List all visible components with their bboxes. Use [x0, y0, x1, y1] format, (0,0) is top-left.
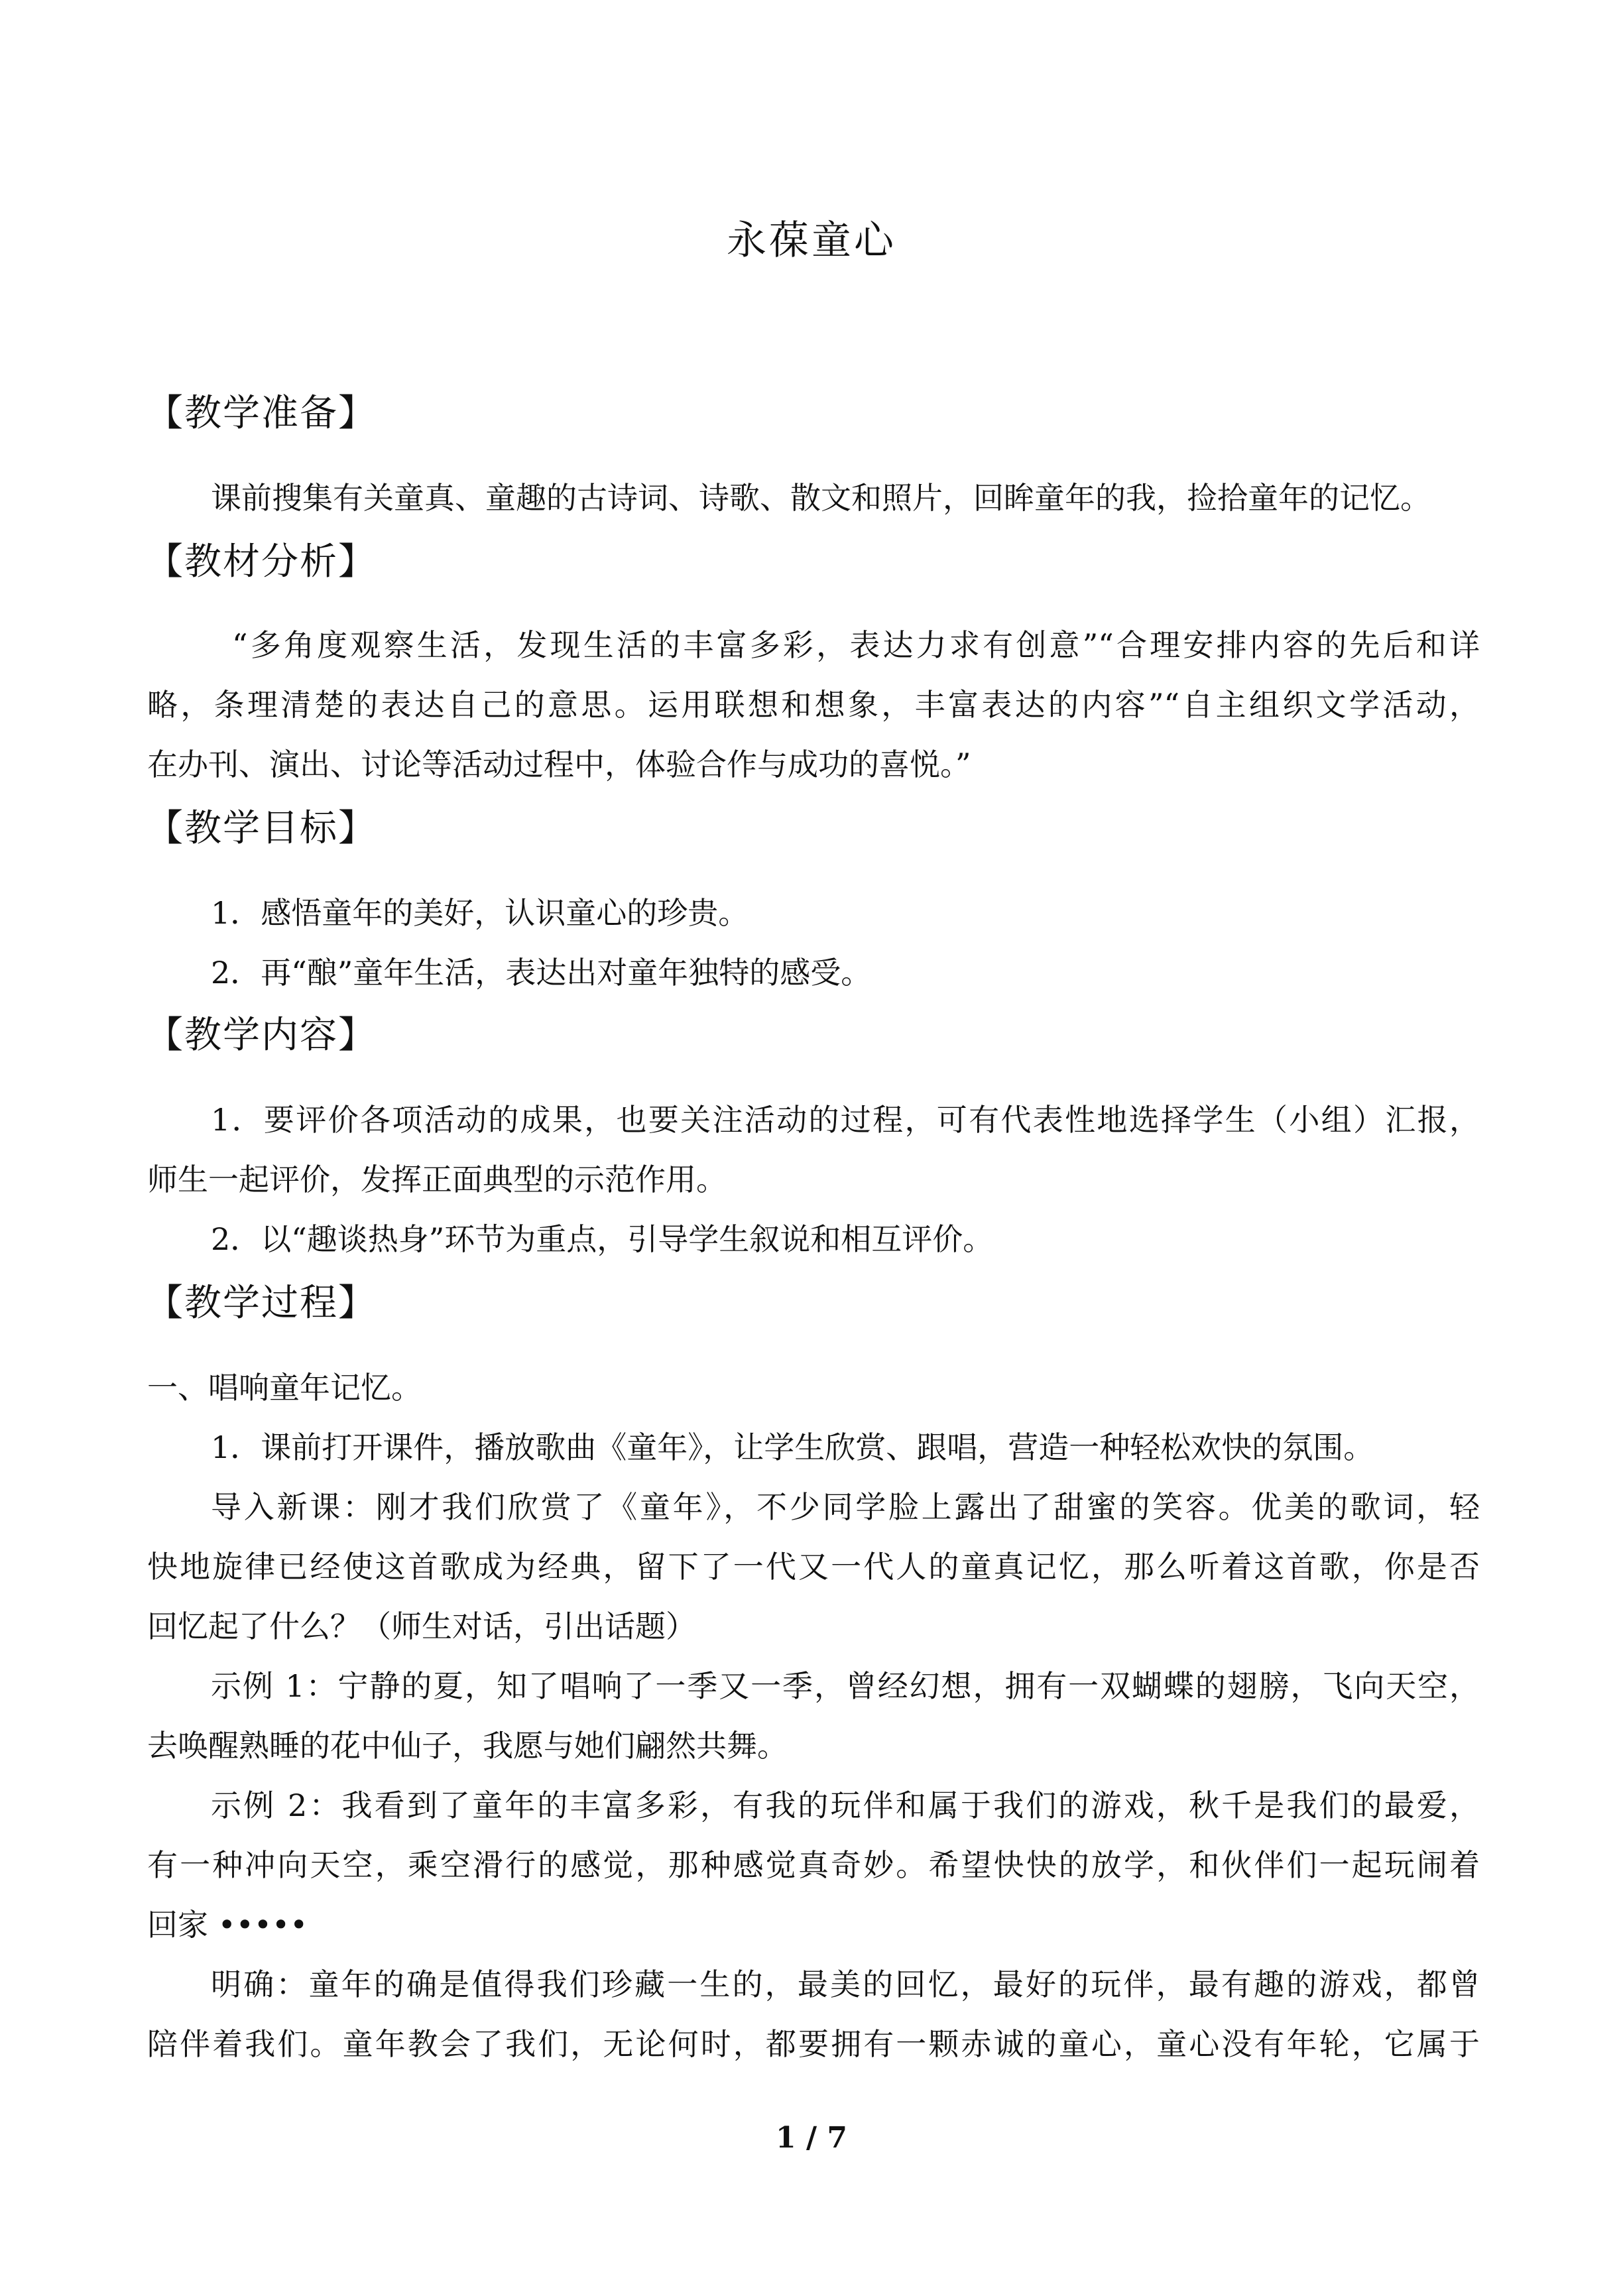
content-line: 师生一起评价，发挥正面典型的示范作用。: [147, 1162, 727, 1197]
clarify-line: 明确：童年的确是值得我们珍藏一生的，最美的回忆，最好的玩伴，最有趣的游戏，都曾: [211, 1966, 1480, 2002]
heading-goals: 【教学目标】: [146, 807, 377, 850]
goal-item: 2．再“酿”童年生活，表达出对童年独特的感受。: [211, 955, 872, 991]
example-line: 示例 2：我看到了童年的丰富多彩，有我的玩伴和属于我们的游戏，秋千是我们的最爱，: [211, 1787, 1480, 1823]
document-title: 永葆童心: [727, 217, 896, 264]
heading-analysis: 【教材分析】: [146, 540, 377, 583]
analysis-line: 略，条理清楚的表达自己的意思。运用联想和想象，丰富表达的内容”“自主组织文学活动，: [147, 687, 1480, 723]
clarify-line: 陪伴着我们。童年教会了我们，无论何时，都要拥有一颗赤诚的童心，童心没有年轮，它属于: [147, 2026, 1480, 2062]
process-section-title: 一、唱响童年记忆。: [147, 1370, 422, 1406]
goal-item: 1．感悟童年的美好，认识童心的珍贵。: [211, 895, 749, 931]
intro-line: 导入新课：刚才我们欣赏了《童年》，不少同学脸上露出了甜蜜的笑容。优美的歌词，轻: [211, 1489, 1480, 1525]
example-line: 示例 1：宁静的夏，知了唱响了一季又一季，曾经幻想，拥有一双蝴蝶的翅膀，飞向天空，: [211, 1668, 1480, 1704]
intro-line: 回忆起了什么？（师生对话，引出话题）: [147, 1608, 696, 1644]
example-line: 去唤醒熟睡的花中仙子，我愿与她们翩然共舞。: [147, 1728, 788, 1764]
heading-prep: 【教学准备】: [146, 392, 377, 435]
content-line: 1．要评价各项活动的成果，也要关注活动的过程，可有代表性地选择学生（小组）汇报，: [211, 1102, 1480, 1138]
process-step: 1．课前打开课件，播放歌曲《童年》，让学生欣赏、跟唱，营造一种轻松欢快的氛围。: [211, 1429, 1374, 1465]
intro-line: 快地旋律已经使这首歌成为经典，留下了一代又一代人的童真记忆，那么听着这首歌，你是否: [147, 1549, 1480, 1585]
heading-process: 【教学过程】: [146, 1282, 377, 1325]
page-number: 1 / 7: [776, 2121, 847, 2155]
prep-text: 课前搜集有关童真、童趣的古诗词、诗歌、散文和照片，回眸童年的我，捡拾童年的记忆。: [211, 480, 1431, 516]
heading-content: 【教学内容】: [146, 1014, 377, 1057]
analysis-line: “多角度观察生活，发现生活的丰富多彩，表达力求有创意”“合理安排内容的先后和详: [232, 627, 1480, 663]
example-line: 有一种冲向天空，乘空滑行的感觉，那种感觉真奇妙。希望快快的放学，和伙伴们一起玩闹着: [147, 1847, 1480, 1883]
analysis-line: 在办刊、演出、讨论等活动过程中，体验合作与成功的喜悦。”: [147, 747, 971, 782]
example-line: 回家 •••••: [147, 1907, 308, 1943]
content-line: 2．以“趣谈热身”环节为重点，引导学生叙说和相互评价。: [211, 1221, 994, 1257]
